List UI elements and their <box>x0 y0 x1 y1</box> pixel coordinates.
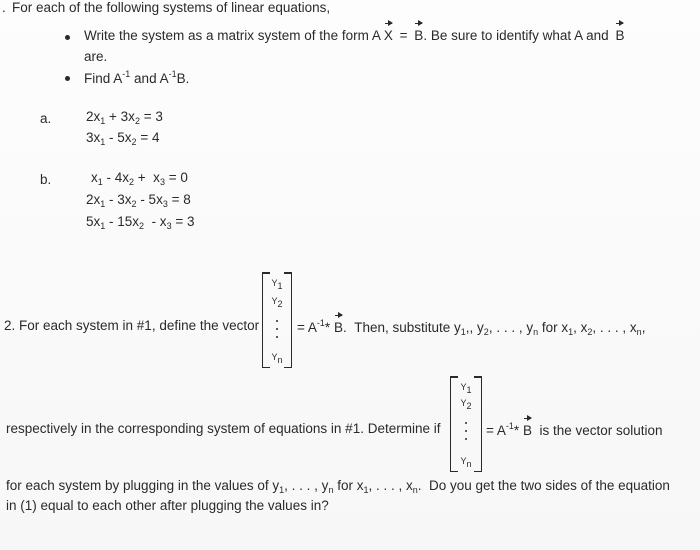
part-a-label: a. <box>40 111 52 126</box>
part-b-eq1: $x_1 - 4x_2 + x_3 = 0$ <box>91 170 188 187</box>
part-a-eq2: $3x_1 - 5x_2 = 4$ <box>86 130 160 147</box>
bullet-icon <box>65 76 70 81</box>
bullet-icon <box>65 35 70 40</box>
vector-x: X <box>383 28 393 43</box>
problem2-line4: in (1) equal to each other after plugging the values in? <box>6 498 329 513</box>
bullet1-text: Write the system as a matrix system of the form A X = B. Be sure to identify what A and B <box>84 28 625 43</box>
vector-b: B <box>414 28 424 43</box>
problem2-line1-rest: = $A^{-1}*$ B. Then, substitute $y_1$,, $y_2$, . . . , $y_n$ for $x_1$, $x_2$, . . . , $x_n$, <box>297 318 646 337</box>
problem2-line2-start: respectively in the corresponding system of equations in #1. Determine if <box>6 421 441 436</box>
problem2-line2-rest: = $A^{-1}*$ B is the vector solution <box>486 421 663 438</box>
vector-b-2: B <box>615 28 625 43</box>
problem2-line1-start: 2. For each system in #1, define the vector <box>4 318 260 333</box>
part-b-label: b. <box>40 172 52 187</box>
problem2-line3: for each system by plugging in the values of $y_1$, . . . , $y_n$ for $x_1$, . . . , $x_n$. Do you get the two sides of the equation <box>6 478 670 495</box>
part-b-eq3: $5x_1 - 15x_2 - x_3 = 3$ <box>86 214 195 231</box>
part-b-eq2: $2x_1 - 3x_2 - 5x_3 = 8$ <box>86 192 191 209</box>
bullet2-text: Find $A^{-1}$ and $A^{-1}B$. <box>84 69 190 86</box>
y-vector-matrix: $Y_1$ $Y_2$ $Y_n$ <box>262 272 292 368</box>
y-vector-matrix-2: $Y_1$ $Y_2$ $Y_n$ <box>450 376 482 472</box>
problem1-intro: . For each of the following systems of linear equations, <box>2 0 331 15</box>
part-a-eq1: $2x_1 + 3x_2 = 3$ <box>86 109 163 126</box>
bullet1-line2: are. <box>84 49 108 64</box>
